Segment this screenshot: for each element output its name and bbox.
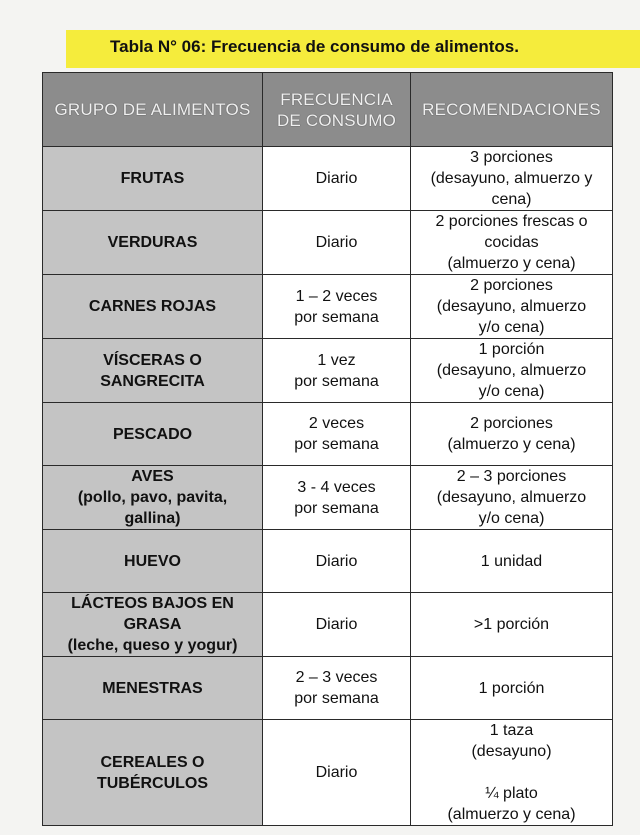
food-group-cell-line: FRUTAS [120,170,185,187]
recommendation-cell [411,657,613,720]
frequency-cell [263,339,411,403]
frequency-cell [263,466,411,530]
food-group-cell-line: CARNES ROJAS [88,298,217,315]
table-row [43,339,613,403]
header-group: GRUPO DE ALIMENTOS [43,73,263,147]
food-group-cell [43,147,263,211]
recommendation-cell-line: y/o cena) [478,510,545,527]
header-frequency: FRECUENCIA DE CONSUMO [263,73,411,147]
table-row [43,466,613,530]
frequency-cell-line: por semana [294,690,379,707]
frequency-cell [263,147,411,211]
food-group-cell-line: AVES [131,468,174,485]
food-group-cell-line: (pollo, pavo, pavita, [77,489,228,506]
frequency-cell-line: 1 vez [317,351,356,369]
table-row [43,657,613,720]
recommendation-cell [411,530,613,593]
recommendation-cell-line: cena) [491,191,532,208]
frequency-cell [263,593,411,657]
table-row [43,403,613,466]
recommendation-cell [411,466,613,530]
food-group-cell [43,657,263,720]
frequency-cell [263,720,411,826]
food-frequency-table [42,72,613,826]
recommendation-cell-line: ¼ plato [485,785,538,802]
recommendation-cell-line: 1 taza [489,722,534,739]
frequency-cell [263,657,411,720]
food-group-cell-line: CEREALES O [100,753,205,771]
header-row [43,73,613,147]
recommendation-cell-line: >1 porción [473,616,550,633]
frequency-cell-line: por semana [294,308,379,326]
table-row [43,530,613,593]
recommendation-cell-line: 2 – 3 porciones [456,468,567,485]
frequency-cell-line: Diario [315,764,358,781]
food-group-cell [43,339,263,403]
frequency-cell-line: por semana [294,372,379,390]
recommendation-cell-line: 2 porciones [470,415,553,432]
recommendation-cell [411,339,613,403]
food-group-cell-line: PESCADO [112,425,193,443]
frequency-cell-line: Diario [315,234,358,251]
recommendation-cell-line: (desayuno, almuerzo [436,489,587,506]
header-recommendations: RECOMENDACIONES [411,73,613,147]
recommendation-cell-line: cocidas [484,234,539,251]
food-group-cell [43,275,263,339]
food-group-cell-line: TUBÉRCULOS [96,774,209,792]
recommendation-cell-line: 1 unidad [480,552,543,570]
table-row [43,211,613,275]
food-group-cell [43,403,263,466]
food-group-cell-line: GRASA [123,616,182,633]
frequency-cell-line: 1 – 2 veces [295,287,378,305]
food-group-cell-line: (leche, queso y yogur) [67,637,238,654]
frequency-cell-line: Diario [315,616,358,633]
recommendation-cell [411,275,613,339]
frequency-cell [263,275,411,339]
recommendation-cell-line: (desayuno, almuerzo [436,362,587,379]
table-row [43,593,613,657]
food-group-cell [43,720,263,826]
food-group-cell-line: gallina) [124,510,181,527]
food-group-cell-line: VERDURAS [107,234,198,251]
recommendation-cell-line: (almuerzo y cena) [447,255,576,272]
recommendation-cell [411,147,613,211]
table-row [43,720,613,826]
recommendation-cell-line: (desayuno) [471,743,552,760]
frequency-cell-line: 3 - 4 veces [297,478,376,496]
frequency-cell-line: 2 – 3 veces [295,669,378,686]
food-group-cell [43,466,263,530]
recommendation-cell-line: (desayuno, almuerzo [436,298,587,315]
recommendation-cell-line: 1 porción [478,679,545,697]
frequency-cell-line: 2 veces [308,415,365,432]
frequency-cell [263,530,411,593]
food-group-cell-line: LÁCTEOS BAJOS EN [71,595,234,612]
recommendation-cell [411,211,613,275]
food-group-cell-line: MENESTRAS [102,679,203,697]
table-row [43,147,613,211]
table-body [43,147,613,826]
frequency-cell [263,403,411,466]
frequency-cell-line: Diario [315,552,358,570]
recommendation-cell-line: 2 porciones frescas o [435,213,588,230]
recommendation-cell-line: (desayuno, almuerzo y [430,170,593,187]
food-group-cell [43,530,263,593]
recommendation-cell-line: (almuerzo y cena) [447,806,576,823]
frequency-cell-line: Diario [315,170,358,187]
food-group-cell-line: HUEVO [124,552,181,570]
frequency-cell [263,211,411,275]
recommendation-cell-line [415,762,608,783]
food-group-cell [43,593,263,657]
table-title: Tabla N° 06: Frecuencia de consumo de alimentos. [110,37,519,56]
food-group-cell-line: SANGRECITA [100,372,205,390]
food-group-cell-line: VÍSCERAS O [103,351,202,369]
recommendation-cell-line: y/o cena) [478,383,545,400]
food-group-cell [43,211,263,275]
table-row [43,275,613,339]
recommendation-cell [411,720,613,826]
recommendation-cell [411,403,613,466]
recommendation-cell-line: 2 porciones [470,277,553,294]
recommendation-cell-line: (almuerzo y cena) [447,436,576,453]
recommendation-cell-line: y/o cena) [478,319,545,336]
frequency-cell-line: por semana [294,499,379,517]
recommendation-cell-line: 3 porciones [470,149,553,166]
recommendation-cell [411,593,613,657]
frequency-cell-line: por semana [294,436,379,453]
recommendation-cell-line: 1 porción [478,341,545,358]
